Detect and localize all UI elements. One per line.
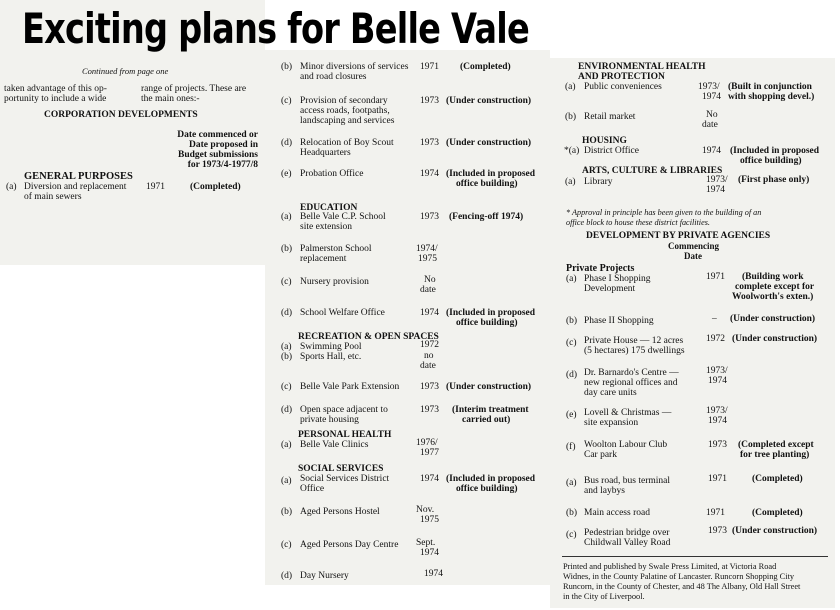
item-status: (Included in proposed <box>446 474 536 484</box>
item-label: (d) <box>281 138 293 148</box>
item-text: Probation Office <box>300 169 364 179</box>
column-header: Budget submissions <box>178 150 258 160</box>
item-text: new regional offices and <box>584 378 678 388</box>
item-label: (e) <box>281 169 292 179</box>
item-label: (d) <box>281 571 293 581</box>
item-text: Day Nursery <box>300 571 349 581</box>
item-text: Belle Vale Park Extension <box>300 382 400 392</box>
item-label: (a) <box>566 478 577 488</box>
item-year: 1971 <box>706 272 725 282</box>
item-status: (Included in proposed <box>446 169 536 179</box>
item-status: (Under construction) <box>446 138 532 148</box>
item-label: (c) <box>566 530 577 540</box>
item-text: Sports Hall, etc. <box>300 352 362 362</box>
item-text: site extension <box>300 222 352 232</box>
item-year: 1976/ <box>416 438 438 448</box>
item-year: 1974 <box>708 416 727 426</box>
item-text: Pedestrian bridge over <box>584 528 670 538</box>
item-text: Aged Persons Hostel <box>300 507 380 517</box>
item-status: carried out) <box>462 415 511 425</box>
item-year: No <box>706 110 718 120</box>
item-year: 1974/ <box>416 244 438 254</box>
item-year: 1971 <box>706 508 725 518</box>
item-year: 1974 <box>420 169 439 179</box>
item-label: (d) <box>281 405 293 415</box>
item-status: (First phase only) <box>738 175 810 185</box>
item-text: Woolton Labour Club <box>584 440 668 450</box>
item-year: 1974 <box>702 146 721 156</box>
item-year: 1975 <box>420 515 439 525</box>
item-label: (b) <box>566 508 578 518</box>
item-status: office building) <box>740 156 802 166</box>
item-label: (c) <box>281 96 292 106</box>
item-status: office building) <box>456 484 518 494</box>
item-status: (Built in conjunction <box>728 82 812 92</box>
item-text: Belle Vale Clinics <box>300 440 369 450</box>
footnote: * Approval in principle has been given to the building of an <box>566 208 762 217</box>
item-text: Palmerston School <box>300 244 372 254</box>
item-year: 1971 <box>708 474 727 484</box>
item-text: Phase II Shopping <box>584 316 654 326</box>
item-year: 1974 <box>420 474 439 484</box>
item-text: Social Services District <box>300 474 390 484</box>
item-status: (Interim treatment <box>452 405 529 415</box>
item-text: Open space adjacent to <box>300 405 388 415</box>
para-text: taken advantage of this op- <box>4 84 107 94</box>
item-year: 1974 <box>420 308 439 318</box>
item-year: 1977 <box>420 448 439 458</box>
item-text: site expansion <box>584 418 639 428</box>
item-year: 1974 <box>702 92 721 102</box>
section-heading: PERSONAL HEALTH <box>298 430 392 440</box>
item-status: (Included in proposed <box>730 146 820 156</box>
item-year: 1974 <box>706 185 725 195</box>
item-year: 1973/ <box>706 406 728 416</box>
item-status: Woolworth's exten.) <box>732 292 814 302</box>
imprint: in the City of Liverpool. <box>563 592 645 601</box>
item-text: Library <box>584 177 613 187</box>
column-header: Date <box>684 251 702 261</box>
item-year: 1975 <box>418 254 437 264</box>
item-status: (Completed) <box>752 474 803 484</box>
item-status: complete except for <box>735 282 815 292</box>
section-heading: CORPORATION DEVELOPMENTS <box>44 110 198 120</box>
item-year: date <box>420 361 436 371</box>
item-text: School Welfare Office <box>300 308 385 318</box>
section-heading: GENERAL PURPOSES <box>24 171 133 182</box>
item-text: Car park <box>584 450 617 460</box>
item-status: with shopping devel.) <box>728 92 815 102</box>
item-text: Retail market <box>584 112 636 122</box>
para-text: portunity to include a wide <box>4 94 107 104</box>
item-year: 1973 <box>420 405 439 415</box>
item-status: (Under construction) <box>732 334 818 344</box>
item-label: (d) <box>281 308 293 318</box>
item-year: 1973 <box>420 138 439 148</box>
item-text: Relocation of Boy Scout <box>300 138 394 148</box>
item-text: Lovell & Christmas — <box>584 408 672 418</box>
item-year: date <box>702 120 718 130</box>
item-year: date <box>420 285 436 295</box>
item-status: (Under construction) <box>732 526 818 536</box>
item-text: Private House — 12 acres <box>584 336 684 346</box>
item-year: 1973 <box>420 96 439 106</box>
section-heading: ARTS, CULTURE & LIBRARIES <box>582 166 723 176</box>
item-label: (b) <box>281 507 293 517</box>
item-year: 1971 <box>420 62 439 72</box>
item-text: Headquarters <box>300 148 351 158</box>
item-year: no <box>424 351 434 361</box>
para-text: the main ones:- <box>141 94 200 104</box>
item-text: Minor diversions of services <box>300 62 409 72</box>
item-text: Phase I Shopping <box>584 274 651 284</box>
item-year: 1972 <box>706 334 725 344</box>
item-year: Sept. <box>416 538 436 548</box>
item-status: (Completed) <box>190 182 241 192</box>
column-header: Date commenced or <box>177 130 258 140</box>
item-label: (a) <box>566 274 577 284</box>
item-year: 1973 <box>708 440 727 450</box>
item-text: access roads, footpaths, <box>300 106 390 116</box>
item-status: office building) <box>456 318 518 328</box>
item-text: Belle Vale C.P. School <box>300 212 386 222</box>
item-label: (e) <box>566 410 577 420</box>
item-text: District Office <box>584 146 639 156</box>
item-year: 1974 <box>424 569 443 579</box>
para-text: range of projects. These are <box>141 84 247 94</box>
item-label: (b) <box>281 352 293 362</box>
item-text: landscaping and services <box>300 116 395 126</box>
item-status: for tree planting) <box>740 450 810 460</box>
item-year: 1973 <box>420 382 439 392</box>
section-heading: DEVELOPMENT BY PRIVATE AGENCIES <box>586 231 771 241</box>
column-header: Date proposed in <box>189 140 258 150</box>
item-text: Office <box>300 484 325 494</box>
imprint: Widnes, in the County Palatine of Lancaster. Runcorn Shopping City <box>563 572 795 581</box>
headline: Exciting plans for Belle Vale <box>22 4 530 53</box>
item-year: 1973 <box>420 212 439 222</box>
footnote: office block to house these district facilities. <box>566 218 710 227</box>
item-text: Nursery provision <box>300 277 369 287</box>
column-header: Commencing <box>668 241 719 251</box>
item-year: 1973/ <box>698 82 720 92</box>
item-label: (a) <box>565 177 576 187</box>
item-year: – <box>712 314 717 324</box>
item-label: (b) <box>566 316 578 326</box>
item-year: 1972 <box>420 340 439 350</box>
item-text: and laybys <box>584 486 625 496</box>
item-text: Dr. Barnardo's Centre — <box>584 368 679 378</box>
section-heading: SOCIAL SERVICES <box>298 464 384 474</box>
item-year: Nov. <box>416 505 435 515</box>
item-label: (c) <box>281 277 292 287</box>
item-text: of main sewers <box>24 192 82 202</box>
item-label: (b) <box>281 62 293 72</box>
item-text: (5 hectares) 175 dwellings <box>584 346 685 356</box>
item-status: (Completed except <box>738 440 814 450</box>
item-label: (b) <box>281 244 293 254</box>
item-text: private housing <box>300 415 359 425</box>
item-year: 1973/ <box>706 366 728 376</box>
item-status: (Completed) <box>752 508 803 518</box>
item-status: (Included in proposed <box>446 308 536 318</box>
section-heading: AND PROTECTION <box>578 72 665 82</box>
item-label: (a) <box>565 82 576 92</box>
item-year: 1974 <box>708 376 727 386</box>
section-heading: ENVIRONMENTAL HEALTH <box>578 62 706 72</box>
item-label: *(a) <box>564 146 580 156</box>
item-label: (a) <box>281 212 292 222</box>
item-status: (Under construction) <box>446 96 532 106</box>
item-text: Provision of secondary <box>300 96 388 106</box>
item-year: 1971 <box>146 182 165 192</box>
item-label: (d) <box>566 370 578 380</box>
item-year: 1973 <box>708 526 727 536</box>
item-status: (Building work <box>742 272 804 282</box>
item-year: 1974 <box>420 548 439 558</box>
item-label: (a) <box>281 476 292 486</box>
item-year: No <box>424 275 436 285</box>
item-text: day care units <box>584 388 637 398</box>
item-text: Aged Persons Day Centre <box>300 540 399 550</box>
item-text: Bus road, bus terminal <box>584 476 671 486</box>
item-text: Childwall Valley Road <box>584 538 671 548</box>
item-text: Swimming Pool <box>300 342 362 352</box>
item-status: (Under construction) <box>446 382 532 392</box>
item-label: (c) <box>281 382 292 392</box>
item-text: and road closures <box>300 72 367 82</box>
section-heading: RECREATION & OPEN SPACES <box>298 332 439 342</box>
divider <box>562 556 828 557</box>
item-label: (a) <box>6 182 17 192</box>
item-status: (Completed) <box>460 62 511 72</box>
imprint: Runcorn, in the County of Chester, and 48 The Albany, Old Hall Street <box>563 582 801 591</box>
item-label: (b) <box>565 112 577 122</box>
item-label: (c) <box>281 540 292 550</box>
item-label: (a) <box>281 440 292 450</box>
item-text: Diversion and replacement <box>24 182 127 192</box>
item-text: Public conveniences <box>584 82 662 92</box>
item-label: (a) <box>281 342 292 352</box>
item-text: Development <box>584 284 636 294</box>
item-year: 1973/ <box>706 175 728 185</box>
section-heading: Private Projects <box>566 263 635 274</box>
item-status: (Fencing-off 1974) <box>449 212 524 222</box>
item-text: replacement <box>300 254 347 264</box>
item-label: (c) <box>566 338 577 348</box>
item-status: office building) <box>456 179 518 189</box>
section-heading: HOUSING <box>582 136 627 146</box>
item-status: (Under construction) <box>730 314 816 324</box>
item-label: (f) <box>566 442 576 452</box>
column-header: for 1973/4-1977/8 <box>187 160 258 170</box>
imprint: Printed and published by Swale Press Limited, at Victoria Road <box>563 562 777 571</box>
item-text: Main access road <box>584 508 650 518</box>
continued-note: Continued from page one <box>82 66 169 76</box>
section-heading: EDUCATION <box>300 203 358 213</box>
